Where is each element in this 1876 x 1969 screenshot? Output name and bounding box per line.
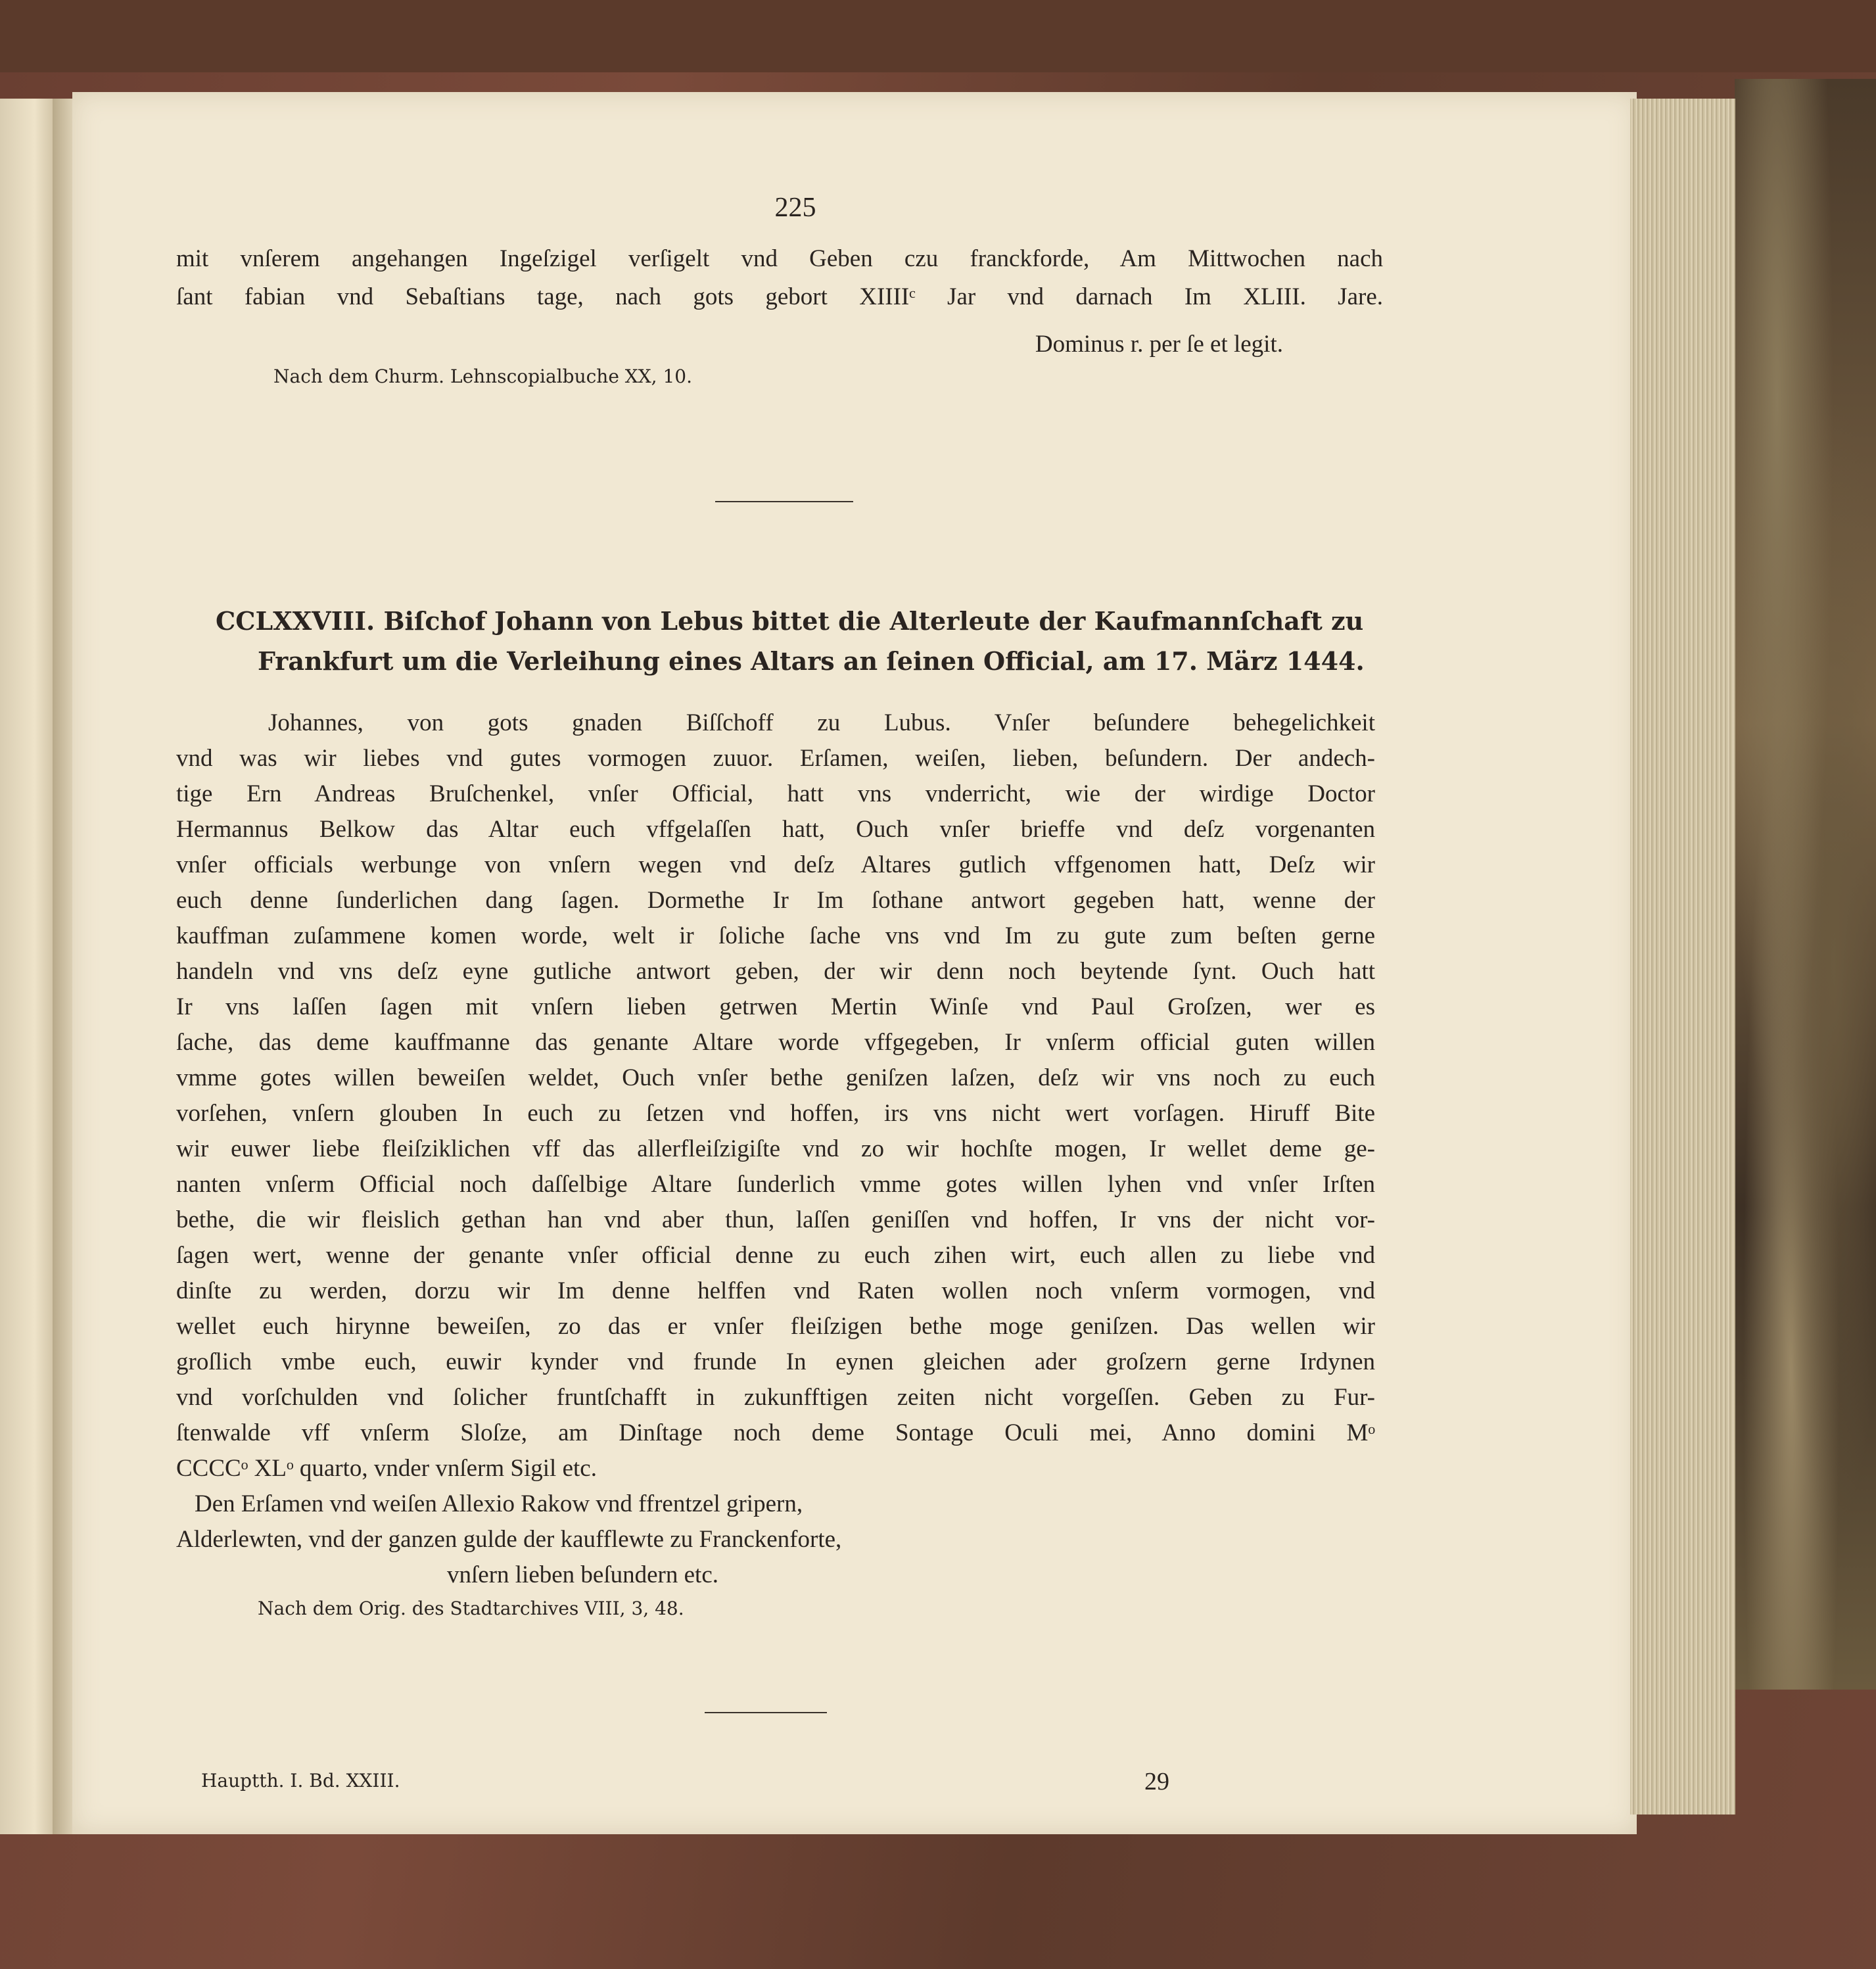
document-heading: CCLXXVIII. Biſchof Johann von Lebus bittet die Alterleute der Kaufmannſchaft zu	[216, 606, 1364, 636]
body-line: bethe, die wir fleislich gethan han vnd aber thun, laſſen geniſſen vnd hoffen, Ir vns der nicht vor-	[176, 1206, 1375, 1233]
footer-sheet-number: 29	[1144, 1768, 1169, 1795]
body-line: wir euwer liebe fleiſziklichen vff das allerfleiſzigiſte vnd zo wir hochſte mogen, Ir wellet deme ge-	[176, 1135, 1375, 1162]
source-note: Nach dem Orig. des Stadtarchives VIII, 3, 48.	[258, 1598, 684, 1619]
page-number: 225	[774, 193, 816, 223]
body-line: kauffman zuſammene komen worde, welt ir ſoliche ſache vns vnd Im zu gute zum beſten gerne	[176, 922, 1375, 949]
source-note: Nach dem Churm. Lehnscopialbuche XX, 10.	[273, 366, 692, 387]
text-line: ſant fabian vnd Sebaſtians tage, nach gots gebort XIIIIᶜ Jar vnd darnach Im XLIII. Jare.	[176, 283, 1383, 310]
left-page-edge	[0, 99, 58, 1834]
body-line: ſtenwalde vff vnſerm Sloſze, am Dinſtage noch deme Sontage Oculi mei, Anno domini Mᵒ	[176, 1419, 1375, 1446]
body-line: nanten vnſerm Official noch daſſelbige Altare ſunderlich vmme gotes willen lyhen vnd vnſer Irſten	[176, 1171, 1375, 1198]
page-edges	[1630, 99, 1735, 1815]
body-line: vnd vorſchulden vnd ſolicher fruntſchafft in zukunfftigen zeiten nicht vorgeſſen. Geben zu Fur-	[176, 1384, 1375, 1411]
body-line: vorſehen, vnſern glouben In euch zu ſetzen vnd hoffen, irs vns nicht wert vorſagen. Hiruff Bite	[176, 1100, 1375, 1127]
body-line: wellet euch hirynne beweiſen, zo das er vnſer fleiſzigen bethe moge geniſzen. Das wellen wir	[176, 1313, 1375, 1340]
body-line: vmme gotes willen beweiſen weldet, Ouch vnſer bethe geniſzen laſzen, deſz wir vns noch zu euch	[176, 1064, 1375, 1091]
body-line: tige Ern Andreas Bruſchenkel, vnſer Official, hatt vns vnderricht, wie der wirdige Doctor	[176, 780, 1375, 807]
body-line: ſagen wert, wenne der genante vnſer official denne zu euch zihen wirt, euch allen zu liebe vnd	[176, 1242, 1375, 1269]
address-line: Alderlewten, vnd der ganzen gulde der kaufflewte zu Franckenforte,	[176, 1526, 842, 1553]
text-line: mit vnſerem angehangen Ingeſzigel verſigelt vnd Geben czu franckforde, Am Mittwochen nach	[176, 245, 1383, 272]
signature-line: Dominus r. per ſe et legit.	[1035, 331, 1283, 358]
body-line: vnſer officials werbunge von vnſern wegen vnd deſz Altares gutlich vffgenomen hatt, Deſz wir	[176, 851, 1375, 878]
document-heading: Frankfurt um die Verleihung eines Altars an ſeinen Official, am 17. März 1444.	[258, 646, 1365, 676]
marbled-board	[1735, 79, 1876, 1690]
body-line: ſache, das deme kauffmanne das genante Altare worde vffgegeben, Ir vnſerm official guten willen	[176, 1029, 1375, 1056]
body-line: Hermannus Belkow das Altar euch vffgelaſſen hatt, Ouch vnſer brieffe vnd deſz vorgenanten	[176, 816, 1375, 843]
body-line: dinſte zu werden, dorzu wir Im denne helffen vnd Raten wollen noch vnſerm vormogen, vnd	[176, 1277, 1375, 1304]
body-line: Johannes, von gots gnaden Biſſchoff zu Lubus. Vnſer beſundere behegelichkeit	[268, 709, 1375, 736]
body-line: euch denne ſunderlichen dang ſagen. Dormethe Ir Im ſothane antwort gegeben hatt, wenne der	[176, 887, 1375, 914]
divider-rule	[705, 1712, 827, 1713]
address-line: Den Erſamen vnd weiſen Allexio Rakow vnd ffrentzel gripern,	[195, 1490, 803, 1517]
body-line: groſlich vmbe euch, euwir kynder vnd frunde In eynen gleichen ader groſzern gerne Irdynen	[176, 1348, 1375, 1375]
body-line: vnd was wir liebes vnd gutes vormogen zuuor. Erſamen, weiſen, lieben, beſundern. Der andech-	[176, 745, 1375, 772]
footer-signature: Hauptth. I. Bd. XXIII.	[201, 1770, 400, 1791]
body-line: handeln vnd vns deſz eyne gutliche antwort geben, der wir denn noch beytende ſynt. Ouch hatt	[176, 958, 1375, 985]
address-line: vnſern lieben beſundern etc.	[447, 1561, 718, 1588]
body-line: Ir vns laſſen ſagen mit vnſern lieben getrwen Mertin Winſe vnd Paul Groſzen, wer es	[176, 993, 1375, 1020]
divider-rule	[715, 501, 853, 502]
body-line: CCCCᵒ XLᵒ quarto, vnder vnſerm Sigil etc.	[176, 1455, 597, 1482]
